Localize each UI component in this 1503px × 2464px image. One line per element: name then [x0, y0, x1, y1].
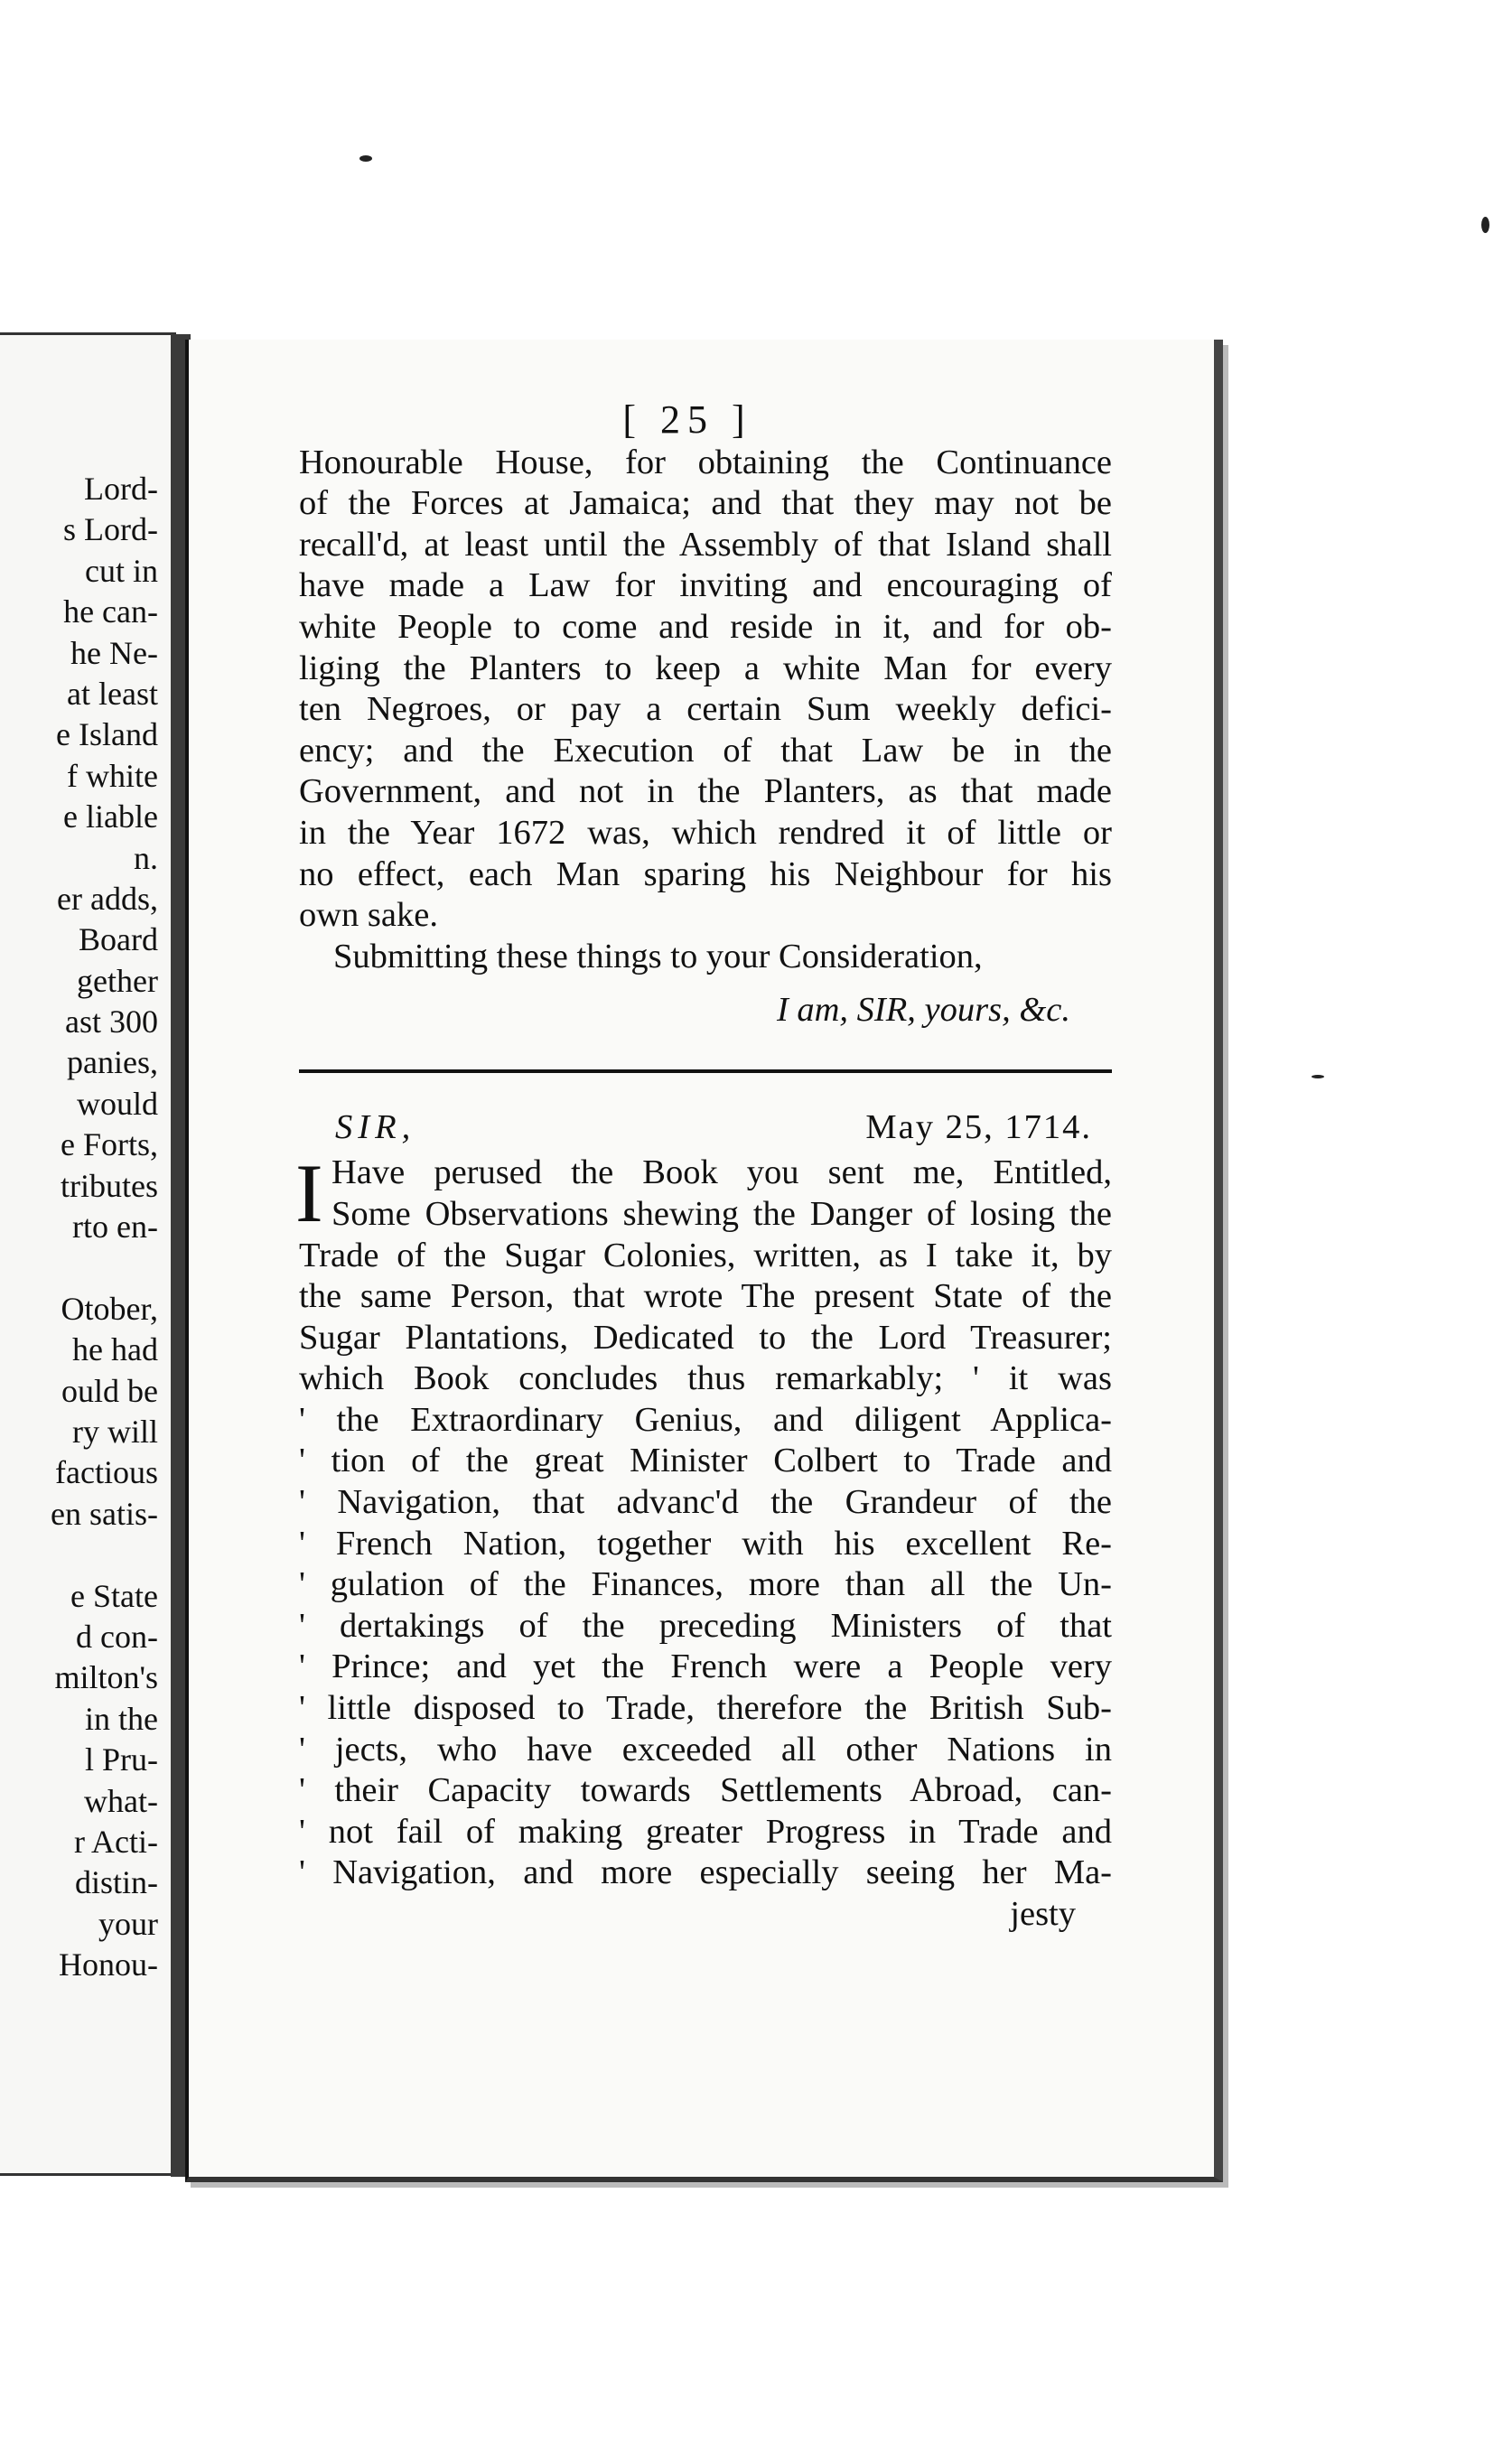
- facing-page-line: ry will: [72, 1413, 158, 1450]
- facing-page-line: tributes: [61, 1167, 158, 1204]
- facing-page-line: Board: [79, 921, 158, 958]
- facing-page-line: he Ne-: [70, 634, 158, 671]
- letter-text: [299, 1153, 1112, 1894]
- facing-page-line: [51, 1535, 158, 1575]
- letter-line: ' dertakings of the preceding Ministers of that: [299, 1606, 1112, 1645]
- text-line: ten Negroes, or pay a certain Sum weekly defici-: [299, 690, 1112, 729]
- facing-page-line: f white: [67, 757, 158, 794]
- facing-page-line: what-: [84, 1782, 158, 1819]
- facing-page-line: panies,: [67, 1044, 158, 1081]
- catchword: jesty: [1010, 1895, 1076, 1933]
- facing-page-line: Otober,: [61, 1290, 158, 1327]
- letter-line: ' Navigation, that advanc'd the Grandeur of the: [299, 1483, 1112, 1522]
- facing-page-line: Honou-: [59, 1946, 158, 1983]
- salutation: SIR,: [335, 1108, 416, 1147]
- facing-page-line: en satis-: [51, 1495, 158, 1532]
- letter-line: ' the Extraordinary Genius, and diligent Applica-: [299, 1400, 1112, 1439]
- letter-date: May 25, 1714.: [865, 1108, 1092, 1147]
- submitting-line: Submitting these things to your Consideration,: [333, 937, 983, 975]
- letter-line: ' gulation of the Finances, more than all the Un-: [299, 1565, 1112, 1604]
- letter-line: Some Observations shewing the Danger of losing the: [331, 1194, 1112, 1233]
- text-line: white People to come and reside in it, and for ob-: [299, 607, 1112, 646]
- letter-line: Have perused the Book you sent me, Entitled,: [331, 1153, 1112, 1192]
- letter-body: [295, 1147, 1112, 1894]
- text-line: ency; and the Execution of that Law be in the: [299, 731, 1112, 770]
- letter-line: ' jects, who have exceeded all other Nations in: [299, 1730, 1112, 1769]
- letter-heading: [299, 1107, 1112, 1153]
- facing-page-line: er adds,: [57, 880, 158, 917]
- text-line: Government, and not in the Planters, as that made: [299, 772, 1112, 811]
- text-line: no effect, each Man sparing his Neighbour for his: [299, 854, 1112, 893]
- letter-line: ' Navigation, and more especially seeing her Ma-: [299, 1853, 1112, 1892]
- facing-page-line: e Island: [56, 716, 158, 753]
- facing-page-line: l Pru-: [85, 1741, 158, 1778]
- text-line: have made a Law for inviting and encouraging of: [299, 566, 1112, 605]
- facing-page-line: n.: [134, 839, 158, 876]
- drop-cap: I: [295, 1147, 323, 1240]
- letter-line: ' little disposed to Trade, therefore the British Sub-: [299, 1689, 1112, 1728]
- letter-line: ' tion of the great Minister Colbert to Trade and: [299, 1442, 1112, 1480]
- scan-speck: [359, 155, 372, 162]
- facing-page-line: in the: [85, 1700, 158, 1737]
- letter-line: Sugar Plantations, Dedicated to the Lord Treasurer;: [299, 1318, 1112, 1357]
- text-line: of the Forces at Jamaica; and that they may not be: [299, 484, 1112, 523]
- text-line: recall'd, at least until the Assembly of that Island shall: [299, 525, 1112, 564]
- facing-page-line: at least: [67, 675, 158, 712]
- facing-page-line: e Forts,: [61, 1126, 158, 1163]
- text-line: Honourable House, for obtaining the Continuance: [299, 443, 1112, 481]
- closing-signature: I am, SIR, yours, &c.: [776, 991, 1070, 1030]
- letter-line: ' not fail of making greater Progress in Trade and: [299, 1812, 1112, 1851]
- facing-page-line: would: [77, 1085, 158, 1122]
- section-divider: [299, 1069, 1112, 1073]
- facing-page-line: s Lord-: [63, 511, 158, 548]
- facing-page-line: ast 300: [65, 1003, 158, 1041]
- scan-speck: [1312, 1075, 1324, 1078]
- letter-continuation: [299, 443, 1112, 937]
- facing-page-line: ould be: [61, 1372, 158, 1409]
- text-line: liging the Planters to keep a white Man for every: [299, 649, 1112, 687]
- facing-page-line: rto en-: [72, 1209, 158, 1246]
- facing-page-line: your: [98, 1905, 158, 1942]
- letter-line: the same Person, that wrote The present State of the: [299, 1277, 1112, 1316]
- facing-page-line: he had: [72, 1331, 158, 1368]
- facing-page-line: e liable: [63, 798, 158, 835]
- letter-line: ' their Capacity towards Settlements Abroad, can-: [299, 1771, 1112, 1810]
- facing-page-line: d con-: [76, 1618, 158, 1655]
- letter-line: ' Prince; and yet the French were a People very: [299, 1647, 1112, 1686]
- facing-page-text: [51, 469, 158, 1985]
- facing-page-line: distin-: [74, 1864, 158, 1901]
- text-line: own sake.: [299, 896, 438, 935]
- facing-page-line: [51, 1247, 158, 1288]
- facing-page-line: r Acti-: [74, 1823, 158, 1860]
- letter-line: ' French Nation, together with his excellent Re-: [299, 1524, 1112, 1563]
- scan-speck: [1481, 217, 1489, 233]
- letter-line: Trade of the Sugar Colonies, written, as I take it, by: [299, 1236, 1112, 1274]
- facing-page: [0, 332, 176, 2176]
- facing-page-line: he can-: [63, 593, 158, 630]
- page-content: [295, 397, 1112, 1934]
- book-page: [185, 340, 1223, 2182]
- facing-page-line: e State: [70, 1577, 158, 1614]
- text-line: in the Year 1672 was, which rendred it of little or: [299, 813, 1112, 852]
- letter-line: which Book concludes thus remarkably; ' it was: [299, 1359, 1112, 1398]
- facing-page-line: cut in: [85, 552, 158, 589]
- facing-page-line: gether: [77, 962, 158, 999]
- facing-page-line: Lord-: [84, 471, 158, 507]
- page-number: [ 25 ]: [622, 397, 752, 442]
- facing-page-line: factious: [55, 1454, 158, 1491]
- facing-page-line: milton's: [54, 1659, 158, 1696]
